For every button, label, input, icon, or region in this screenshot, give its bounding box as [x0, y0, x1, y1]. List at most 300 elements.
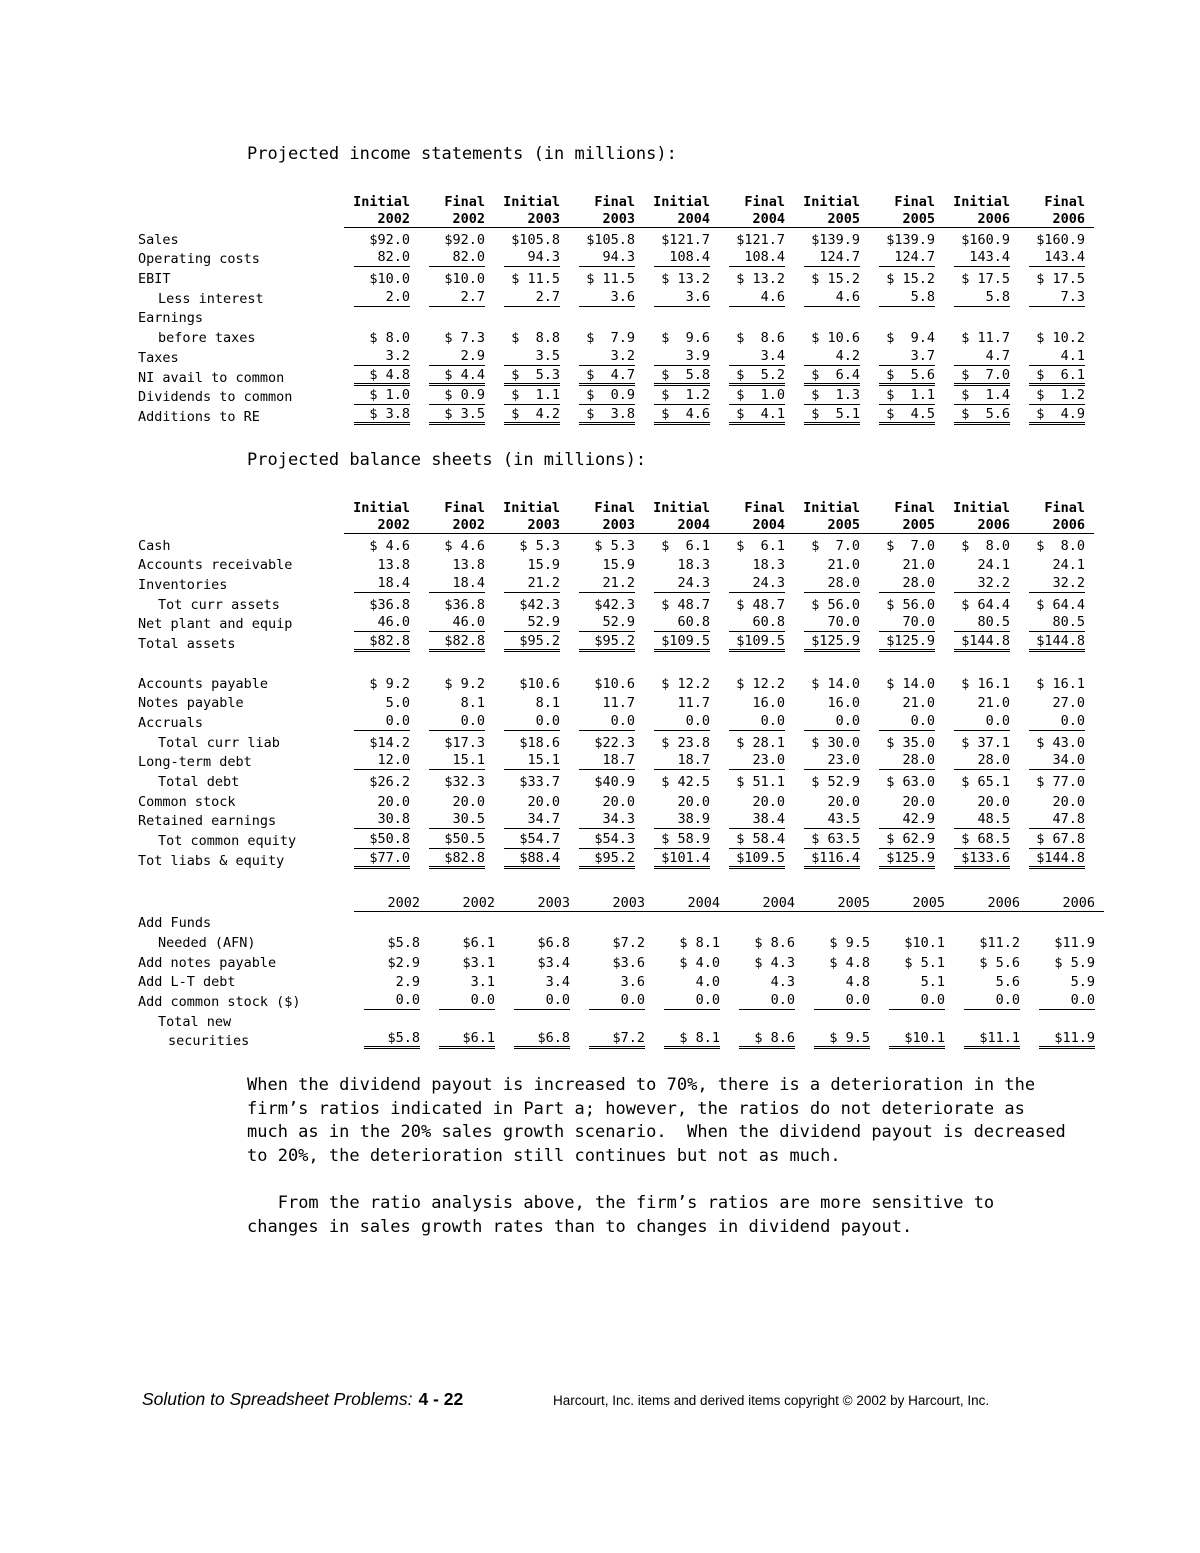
column-header: 2005 [794, 210, 869, 228]
cell-text: $ 16.1 [1036, 675, 1085, 692]
cell-value [644, 593, 719, 613]
cell-text: $10.6 [519, 675, 560, 692]
cell-text: 20.0 [602, 793, 635, 810]
cell-value [419, 267, 494, 287]
cell-text: $ 4.7 [579, 367, 635, 386]
cell-text: $121.7 [661, 231, 710, 248]
table-row [138, 829, 1094, 849]
cell-value [569, 849, 644, 869]
cell-text: $125.9 [804, 633, 860, 652]
cell-value [569, 829, 644, 849]
cell-value [719, 267, 794, 287]
table-row [138, 307, 1094, 327]
cell-text: $ 1.4 [954, 387, 1010, 405]
cell-text: 3.4 [729, 348, 785, 366]
cell-value [654, 1030, 729, 1050]
cell-text: 3.6 [654, 289, 710, 307]
cell-text: $ 42.5 [661, 773, 710, 790]
cell-value [644, 672, 719, 692]
cell-value [729, 990, 804, 1010]
cell-text: 21.0 [827, 557, 860, 574]
cell-value [569, 366, 644, 386]
cell-text: $40.9 [594, 773, 635, 790]
cell-value [419, 248, 494, 268]
table-row [138, 326, 1094, 346]
cell-text: $ 4.6 [444, 537, 485, 554]
cell-text: $ 77.0 [1036, 773, 1085, 790]
cell-value [944, 307, 1019, 327]
column-header: 2004 [729, 893, 804, 911]
cell-value [579, 951, 654, 971]
column-header: Final [444, 499, 485, 516]
cell-value [1019, 849, 1094, 869]
cell-text: 11.7 [602, 695, 635, 712]
cell-value [804, 971, 879, 991]
cell-value [569, 731, 644, 751]
cell-value [344, 573, 419, 593]
balance-sheet-table [138, 498, 1094, 869]
table-row [138, 632, 1094, 652]
column-header: Initial [353, 193, 410, 210]
cell-value [569, 632, 644, 652]
cell-text: 20.0 [902, 793, 935, 810]
cell-value [344, 287, 419, 307]
table-row [138, 990, 1104, 1010]
cell-value [794, 573, 869, 593]
cell-value [794, 554, 869, 574]
cell-value [494, 632, 569, 652]
cell-value [644, 534, 719, 554]
cell-text: 0.0 [664, 992, 720, 1010]
cell-value [569, 228, 644, 248]
cell-value [419, 386, 494, 406]
header-blank [138, 210, 344, 228]
column-header: Final [744, 499, 785, 516]
cell-text: 46.0 [354, 614, 410, 632]
table-row [138, 652, 1094, 672]
cell-value [654, 951, 729, 971]
cell-value [719, 632, 794, 652]
cell-value [1029, 1030, 1104, 1050]
cell-text: $10.0 [369, 271, 410, 288]
cell-value [429, 911, 504, 931]
cell-value [794, 731, 869, 751]
cell-value [729, 931, 804, 951]
cell-value [644, 810, 719, 830]
table-row [138, 386, 1094, 406]
row-label [138, 652, 344, 672]
cell-value [879, 971, 954, 991]
row-label: Total assets [138, 636, 236, 653]
cell-text: 5.0 [385, 695, 410, 712]
cell-value [644, 554, 719, 574]
cell-text: $ 43.0 [1036, 734, 1085, 751]
cell-text: 124.7 [879, 249, 935, 267]
cell-value [719, 366, 794, 386]
cell-text: 2.9 [429, 348, 485, 366]
cell-text: 24.1 [977, 557, 1010, 574]
cell-text: $ 58.9 [654, 831, 710, 849]
cell-text: 0.0 [879, 713, 935, 731]
cell-value [644, 790, 719, 810]
row-label: Dividends to common [138, 389, 293, 406]
cell-text: 38.4 [729, 811, 785, 829]
cell-value [419, 593, 494, 613]
cell-value [344, 534, 419, 554]
cell-text: $101.4 [654, 850, 710, 869]
cell-text: $ 5.2 [729, 367, 785, 386]
cell-text: 28.0 [954, 752, 1010, 770]
cell-value [419, 326, 494, 346]
cell-text: 16.0 [827, 695, 860, 712]
cell-text: $ 4.1 [729, 406, 785, 425]
footer-left [142, 1389, 463, 1410]
cell-value [419, 366, 494, 386]
cell-text: $ 11.5 [586, 271, 635, 288]
cell-text: $ 9.5 [829, 934, 870, 951]
cell-value [504, 911, 579, 931]
cell-text: $ 8.0 [1036, 537, 1085, 554]
column-header: 2004 [719, 516, 794, 534]
cell-text: $ 5.6 [879, 367, 935, 386]
cell-text: 18.4 [429, 575, 485, 593]
cell-text: $ 17.5 [1036, 271, 1085, 288]
cell-value [719, 248, 794, 268]
cell-value [494, 672, 569, 692]
income-statement-table [138, 192, 1094, 425]
column-header: 2004 [644, 210, 719, 228]
cell-value [344, 790, 419, 810]
cell-value [869, 346, 944, 366]
cell-value [944, 405, 1019, 425]
column-header: Initial [953, 193, 1010, 210]
cell-value [1019, 711, 1094, 731]
cell-value [494, 770, 569, 790]
table-row [138, 1010, 1104, 1030]
cell-value [1029, 971, 1104, 991]
cell-text: 4.1 [1029, 348, 1085, 366]
cell-value [354, 911, 429, 931]
cell-value [944, 829, 1019, 849]
cell-text: 5.1 [920, 974, 945, 991]
cell-value [419, 731, 494, 751]
cell-value [644, 770, 719, 790]
cell-text: $ 62.9 [879, 831, 935, 849]
cell-text: $ 8.1 [679, 934, 720, 951]
cell-text: $ 63.5 [804, 831, 860, 849]
cell-text: 0.0 [654, 713, 710, 731]
table-row [138, 248, 1094, 268]
cell-text: $ 0.9 [579, 387, 635, 405]
cell-text: $33.7 [519, 773, 560, 790]
cell-value [569, 790, 644, 810]
cell-value [654, 1010, 729, 1030]
cell-text: 38.9 [654, 811, 710, 829]
cell-text: 13.8 [377, 557, 410, 574]
cell-text: $3.6 [612, 954, 645, 971]
cell-text: $36.8 [444, 596, 485, 613]
cell-value [344, 228, 419, 248]
cell-value [419, 287, 494, 307]
cell-text: 18.3 [677, 557, 710, 574]
cell-value [954, 990, 1029, 1010]
row-label: Long-term debt [138, 754, 252, 771]
cell-value [569, 692, 644, 712]
cell-value [1019, 751, 1094, 771]
cell-text: 70.0 [804, 614, 860, 632]
column-header: Initial [503, 193, 560, 210]
cell-text: $3.1 [462, 954, 495, 971]
cell-value [569, 593, 644, 613]
cell-value [494, 267, 569, 287]
cell-text: 2.7 [504, 289, 560, 307]
cell-text: $18.6 [519, 734, 560, 751]
cell-value [719, 307, 794, 327]
cell-value [1019, 810, 1094, 830]
cell-text: 18.7 [654, 752, 710, 770]
table-row [138, 573, 1094, 593]
cell-text: 8.1 [535, 695, 560, 712]
column-header: 2004 [654, 893, 729, 911]
cell-value [944, 287, 1019, 307]
row-label: Earnings [138, 310, 204, 327]
cell-text: $6.8 [514, 1030, 570, 1049]
cell-value [879, 1030, 954, 1050]
cell-text: 0.0 [439, 992, 495, 1010]
cell-text: 16.0 [752, 695, 785, 712]
cell-value [644, 731, 719, 751]
cell-value [419, 405, 494, 425]
cell-text: 20.0 [977, 793, 1010, 810]
column-header: 2006 [954, 893, 1029, 911]
cell-value [869, 810, 944, 830]
cell-value [644, 613, 719, 633]
cell-text: 3.6 [579, 289, 635, 307]
cell-value [1019, 790, 1094, 810]
row-label: Total curr liab [158, 734, 280, 751]
cell-value [944, 790, 1019, 810]
cell-text: $105.8 [586, 231, 635, 248]
cell-value [504, 951, 579, 971]
cell-value [954, 971, 1029, 991]
cell-value [869, 711, 944, 731]
cell-value [644, 711, 719, 731]
cell-value [429, 971, 504, 991]
cell-text: $109.5 [729, 850, 785, 869]
cell-text: $ 64.4 [961, 596, 1010, 613]
cell-text: $6.1 [439, 1030, 495, 1049]
cell-text: 24.3 [654, 575, 710, 593]
cell-text: $ 5.3 [504, 367, 560, 386]
cell-value [719, 593, 794, 613]
cell-value [1019, 307, 1094, 327]
cell-value [719, 751, 794, 771]
column-header: Initial [803, 193, 860, 210]
column-header: 2006 [1019, 516, 1094, 534]
cell-text: $ 4.4 [429, 367, 485, 386]
row-label: Tot liabs & equity [138, 852, 285, 869]
cell-text: $32.3 [444, 773, 485, 790]
cell-text: $95.2 [579, 850, 635, 869]
column-header: 2002 [354, 893, 429, 911]
footer-left-text: Solution to Spreadsheet Problems: [142, 1389, 413, 1409]
cell-value [569, 573, 644, 593]
cell-text: $ 4.9 [1029, 406, 1085, 425]
cell-value [344, 326, 419, 346]
column-header: 2002 [344, 516, 419, 534]
cell-value [654, 990, 729, 1010]
cell-text: $ 56.0 [886, 596, 935, 613]
cell-text: $ 23.8 [661, 734, 710, 751]
cell-text: $ 1.2 [1029, 387, 1085, 405]
cell-text: $ 7.3 [444, 330, 485, 347]
cell-value [569, 534, 644, 554]
cell-value [419, 790, 494, 810]
column-header: 2003 [569, 210, 644, 228]
column-header: 2002 [344, 210, 419, 228]
cell-value [879, 951, 954, 971]
cell-text: 0.0 [1029, 713, 1085, 731]
cell-text: $144.8 [1029, 850, 1085, 869]
cell-text: $ 15.2 [811, 271, 860, 288]
row-label: Accounts receivable [138, 557, 293, 574]
cell-text: 23.0 [804, 752, 860, 770]
cell-text: $11.9 [1054, 934, 1095, 951]
cell-value [869, 248, 944, 268]
cell-text: $7.2 [612, 934, 645, 951]
cell-value [1019, 672, 1094, 692]
cell-text: 21.0 [902, 695, 935, 712]
cell-text: 23.0 [729, 752, 785, 770]
cell-text: 15.9 [602, 557, 635, 574]
row-label: Less interest [158, 290, 264, 307]
cell-value [429, 931, 504, 951]
cell-text: $88.4 [504, 850, 560, 869]
cell-value [644, 751, 719, 771]
cell-text: 34.0 [1029, 752, 1085, 770]
cell-value [804, 1010, 879, 1030]
cell-text: 20.0 [1052, 793, 1085, 810]
table-row [138, 971, 1104, 991]
cell-value [719, 692, 794, 712]
cell-value [794, 346, 869, 366]
cell-value [794, 810, 869, 830]
cell-value [644, 346, 719, 366]
cell-value [344, 632, 419, 652]
column-header: 2003 [569, 516, 644, 534]
income-title: Projected income statements (in millions): [247, 144, 677, 164]
column-header: 2003 [504, 893, 579, 911]
column-header: Final [744, 193, 785, 210]
cell-text: $ 5.6 [954, 406, 1010, 425]
cell-value [644, 405, 719, 425]
cell-value [579, 911, 654, 931]
cell-value [354, 951, 429, 971]
cell-text: $ 9.2 [369, 675, 410, 692]
cell-value [494, 405, 569, 425]
cell-text: $ 63.0 [886, 773, 935, 790]
cell-text: 4.0 [695, 974, 720, 991]
cell-value [419, 829, 494, 849]
cell-value [504, 990, 579, 1010]
cell-value [429, 1030, 504, 1050]
cell-value [494, 287, 569, 307]
cell-text: 12.0 [354, 752, 410, 770]
cell-text: $ 28.1 [736, 734, 785, 751]
header-blank [138, 192, 344, 210]
cell-value [944, 386, 1019, 406]
cell-text: 24.3 [729, 575, 785, 593]
cell-text: 70.0 [879, 614, 935, 632]
cell-text: $ 68.5 [954, 831, 1010, 849]
cell-text: 0.0 [1039, 992, 1095, 1010]
cell-value [719, 386, 794, 406]
cell-value [719, 554, 794, 574]
cell-text: $ 4.5 [879, 406, 935, 425]
table-row [138, 534, 1094, 554]
cell-value [869, 731, 944, 751]
cell-value [729, 1010, 804, 1030]
cell-value [879, 990, 954, 1010]
cell-text: $11.1 [964, 1030, 1020, 1049]
cell-value [1029, 951, 1104, 971]
column-header: 2006 [944, 516, 1019, 534]
cell-text: 60.8 [654, 614, 710, 632]
header-blank [138, 516, 344, 534]
cell-value [794, 751, 869, 771]
table-row [138, 405, 1094, 425]
cell-value [1019, 366, 1094, 386]
row-label: Common stock [138, 793, 236, 810]
cell-text: 15.1 [429, 752, 485, 770]
cell-value [569, 267, 644, 287]
cell-text: 0.0 [514, 992, 570, 1010]
cell-value [719, 228, 794, 248]
cell-value [879, 1010, 954, 1030]
cell-text: 3.4 [545, 974, 570, 991]
cell-value [1019, 554, 1094, 574]
row-label: Taxes [138, 349, 179, 366]
cell-value [569, 770, 644, 790]
cell-value [954, 951, 1029, 971]
cell-value [1019, 692, 1094, 712]
cell-value [794, 692, 869, 712]
table-row [138, 672, 1094, 692]
cell-text: $ 13.2 [661, 271, 710, 288]
cell-value [944, 613, 1019, 633]
cell-value [344, 770, 419, 790]
cell-value [354, 971, 429, 991]
cell-text: $7.2 [589, 1030, 645, 1049]
cell-value [869, 573, 944, 593]
cell-value [944, 692, 1019, 712]
cell-text: 28.0 [879, 752, 935, 770]
table-row [138, 931, 1104, 951]
header-blank [138, 893, 354, 911]
cell-value [494, 326, 569, 346]
cell-text: $ 67.8 [1029, 831, 1085, 849]
cell-value [719, 829, 794, 849]
cell-value [1019, 287, 1094, 307]
column-header: Initial [503, 499, 560, 516]
cell-text: $92.0 [369, 231, 410, 248]
cell-value [644, 386, 719, 406]
cell-text: $ 6.1 [661, 537, 710, 554]
cell-value [344, 810, 419, 830]
cell-value [719, 287, 794, 307]
row-label: Total new [158, 1013, 232, 1030]
cell-value [794, 366, 869, 386]
